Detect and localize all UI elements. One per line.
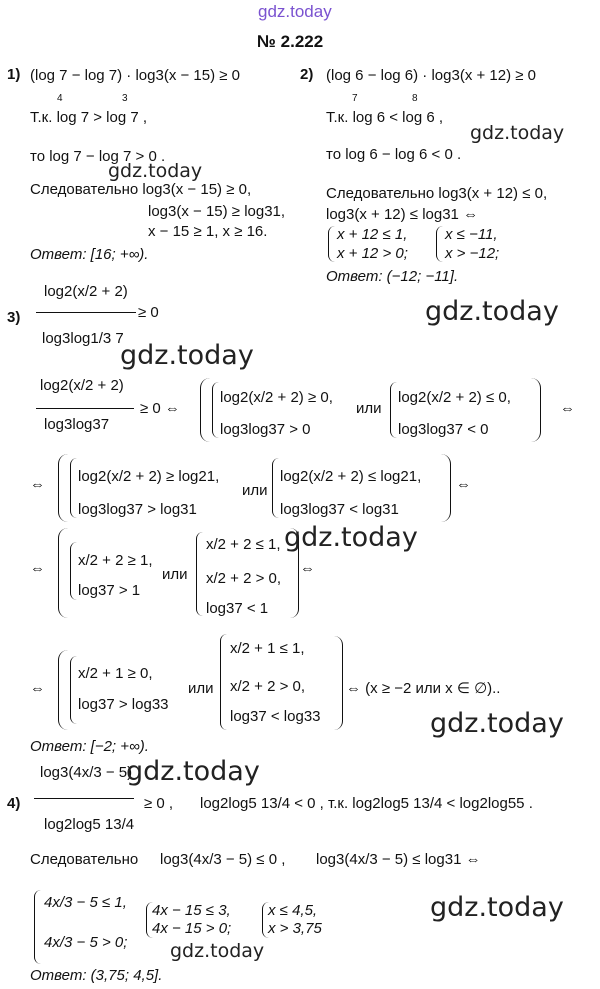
p2-label: 2) — [300, 66, 314, 83]
p2-step2: log3(x + 12) ≤ log31 ⇔ — [326, 206, 479, 223]
p3-l1-bracket-open — [200, 378, 211, 442]
p1-step3: x − 15 ≥ 1, x ≥ 16. — [148, 223, 268, 240]
p3-l4-a2: log37 > log33 — [78, 696, 169, 713]
p3-answer: Ответ: [−2; +∞). — [30, 738, 149, 755]
p4-relation: ≥ 0 , — [144, 795, 174, 812]
p3-l3-bracket-open — [58, 528, 69, 618]
p4-sys3-b: x > 3,75 — [268, 920, 322, 937]
p3-l1-denominator: log3log37 — [44, 416, 110, 433]
problem-number: № 2.222 — [257, 32, 324, 51]
watermark: gdz.today — [170, 940, 265, 962]
p3-l3-arrow: ⇔ — [30, 560, 45, 577]
p3-l2-brace-a — [70, 458, 77, 518]
p3-label: 3) — [7, 309, 21, 326]
p3-l1-arrow: ⇔ — [560, 400, 575, 417]
p3-l1-brace-a — [212, 382, 219, 438]
p3-l3-or: или — [162, 566, 188, 583]
p3-l4-bracket-open — [58, 650, 69, 730]
p3-l1-fraction-bar — [36, 408, 134, 409]
p3-l3-b1: x/2 + 2 ≤ 1, — [206, 536, 281, 553]
p3-l3-brace-a — [70, 542, 77, 600]
p3-l1-numerator: log2(x/2 + 2) — [40, 377, 124, 394]
p3-l4-bracket-close — [334, 636, 343, 730]
p3-l1-or: или — [356, 400, 382, 417]
p4-label: 4) — [7, 795, 21, 812]
p3-l4-brace-b — [220, 634, 227, 730]
p4-system-brace-1 — [34, 890, 41, 964]
p3-l2-bracket-close — [440, 454, 451, 522]
p3-l4-arrow: ⇔ — [30, 680, 45, 697]
p1-then: то log 7 − log 7 > 0 . — [30, 148, 166, 165]
p2-base2: 8 — [412, 93, 418, 104]
watermark: gdz.today — [126, 756, 260, 787]
watermark: gdz.today — [108, 160, 203, 182]
p2-therefore: Следовательно log3(x + 12) ≤ 0, — [326, 185, 548, 202]
p3-l3-end-arrow: ⇔ — [300, 560, 315, 577]
p1-since: Т.к. log 7 > log 7 , — [30, 109, 148, 126]
p3-l1-bracket-close — [530, 378, 541, 442]
p4-step1: log3(4x/3 − 5) ≤ 0 , — [160, 851, 286, 868]
p2-then: то log 6 − log 6 < 0 . — [326, 146, 462, 163]
p4-step2: log3(4x/3 − 5) ≤ log31 ⇔ — [316, 851, 481, 868]
p4-numerator: log3(4x/3 − 5) — [40, 764, 133, 781]
p4-answer: Ответ: (3,75; 4,5]. — [30, 967, 163, 984]
p3-l1-brace-b — [390, 382, 397, 438]
p3-l2-b1: log2(x/2 + 2) ≤ log21, — [280, 468, 422, 485]
p3-l2-a1: log2(x/2 + 2) ≥ log21, — [78, 468, 220, 485]
p2-since: Т.к. log 6 < log 6 , — [326, 109, 444, 126]
p3-l4-or: или — [188, 680, 214, 697]
p2-expression: (log 6 − log 6) · log3(x + 12) ≥ 0 — [326, 67, 537, 84]
p4-sys1-a: 4x/3 − 5 ≤ 1, — [44, 894, 127, 911]
p4-sys1-b: 4x/3 − 5 > 0; — [44, 934, 128, 951]
p3-l1-equiv: ≥ 0 ⇔ — [140, 400, 180, 417]
p3-l1-b1: log2(x/2 + 2) ≤ 0, — [398, 389, 511, 406]
p1-expression: (log 7 − log 7) · log3(x − 15) ≥ 0 — [30, 67, 241, 84]
p3-relation: ≥ 0 — [138, 304, 159, 321]
p3-l3-a2: log37 > 1 — [78, 582, 141, 599]
p3-l4-b2: x/2 + 2 > 0, — [230, 678, 306, 695]
p1-base1: 4 — [57, 93, 63, 104]
p1-answer: Ответ: [16; +∞). — [30, 246, 149, 263]
p3-l2-brace-b — [272, 458, 279, 518]
p3-l3-b2: x/2 + 2 > 0, — [206, 570, 282, 587]
p3-l1-a1: log2(x/2 + 2) ≥ 0, — [220, 389, 333, 406]
p2-sys-b1: x ≤ −11, — [445, 226, 498, 243]
p4-sys3-a: x ≤ 4,5, — [268, 902, 318, 919]
p2-sys-b2: x > −12; — [445, 245, 500, 262]
p2-sys-a1: x + 12 ≤ 1, — [337, 226, 408, 243]
watermark: gdz.today — [284, 522, 418, 553]
p3-l3-brace-b — [196, 532, 203, 616]
p4-sys2-b: 4x − 15 > 0; — [152, 920, 232, 937]
site-header[interactable]: gdz.today — [258, 2, 332, 21]
p4-sys2-a: 4x − 15 ≤ 3, — [152, 902, 231, 919]
p2-system-brace-b — [436, 226, 443, 262]
p2-sys-a2: x + 12 > 0; — [337, 245, 408, 262]
p2-system-brace-a — [328, 226, 335, 262]
p3-l2-bracket-open — [58, 454, 69, 522]
p3-l2-b2: log3log37 < log31 — [280, 501, 399, 518]
p1-base2: 3 — [122, 93, 128, 104]
p1-step2: log3(x − 15) ≥ log31, — [148, 203, 286, 220]
watermark: gdz.today — [120, 340, 254, 371]
p2-answer: Ответ: (−12; −11]. — [326, 268, 459, 285]
p3-l3-a1: x/2 + 2 ≥ 1, — [78, 552, 153, 569]
p3-l4-result: ⇔ (x ≥ −2 или x ∈ ∅).. — [346, 680, 501, 697]
p2-base1: 7 — [352, 93, 358, 104]
p1-label: 1) — [7, 66, 21, 83]
p3-fraction-bar — [36, 312, 136, 313]
p3-denominator: log3log1/3 7 — [42, 330, 124, 347]
watermark: gdz.today — [470, 122, 565, 144]
p3-l1-a2: log3log37 > 0 — [220, 421, 311, 438]
watermark: gdz.today — [430, 708, 564, 739]
p3-l4-a1: x/2 + 1 ≥ 0, — [78, 665, 153, 682]
p4-denominator: log2log5 13/4 — [44, 816, 135, 833]
watermark: gdz.today — [430, 892, 564, 923]
p4-fraction-bar — [34, 798, 134, 799]
p3-l2-arrow: ⇔ — [30, 476, 45, 493]
p1-therefore: Следовательно log3(x − 15) ≥ 0, — [30, 181, 252, 198]
p3-l3-b3: log37 < 1 — [206, 600, 269, 617]
p4-condition: log2log5 13/4 < 0 , т.к. log2log5 13/4 < log2log55 . — [200, 795, 533, 812]
p3-l2-or: или — [242, 482, 268, 499]
p3-l4-b3: log37 < log33 — [230, 708, 321, 725]
p3-l1-b2: log3log37 < 0 — [398, 421, 489, 438]
p3-l4-brace-a — [70, 656, 77, 724]
p3-numerator: log2(x/2 + 2) — [44, 283, 128, 300]
p3-l2-a2: log3log37 > log31 — [78, 501, 197, 518]
watermark: gdz.today — [425, 296, 559, 327]
p3-l4-b1: x/2 + 1 ≤ 1, — [230, 640, 305, 657]
p3-l2-end-arrow: ⇔ — [456, 476, 471, 493]
p4-therefore: Следовательно — [30, 851, 139, 868]
